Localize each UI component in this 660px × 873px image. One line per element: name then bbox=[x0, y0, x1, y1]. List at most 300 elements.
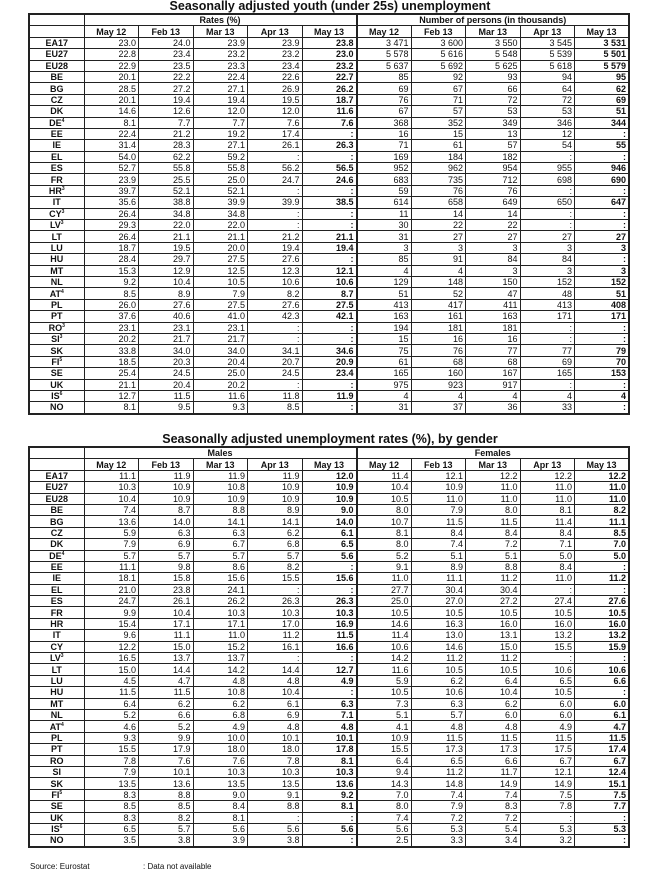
value-cell: 413 bbox=[520, 299, 575, 310]
gender-unemployment-table bbox=[28, 446, 630, 848]
country-label: EL bbox=[50, 151, 63, 162]
value-cell: 69 bbox=[520, 356, 575, 367]
value-cell: 4 bbox=[411, 265, 466, 276]
value-cell: 15.5 bbox=[84, 744, 139, 755]
value-cell: 8.1 bbox=[84, 402, 139, 414]
value-cell: 3 bbox=[466, 242, 521, 253]
country-label: EA17 bbox=[45, 37, 68, 48]
value-cell: 19.4 bbox=[248, 242, 303, 253]
value-cell: 21.1 bbox=[84, 379, 139, 390]
table-row bbox=[29, 482, 629, 493]
table-row bbox=[29, 561, 629, 572]
value-cell: 10.4 bbox=[466, 687, 521, 698]
value-cell: 5 616 bbox=[411, 49, 466, 60]
country-code bbox=[29, 675, 84, 686]
value-cell: 34.0 bbox=[193, 345, 248, 356]
value-cell: 24.1 bbox=[193, 584, 248, 595]
value-cell: 27.2 bbox=[139, 83, 194, 94]
value-cell: 11.0 bbox=[575, 493, 630, 504]
footnote-marker: 3 bbox=[61, 186, 65, 193]
value-cell: : bbox=[302, 220, 357, 231]
value-cell: 5.0 bbox=[520, 550, 575, 561]
value-cell: 5 625 bbox=[466, 60, 521, 71]
value-cell: 69 bbox=[575, 94, 630, 105]
value-cell: 23.9 bbox=[248, 37, 303, 48]
value-cell: 923 bbox=[411, 379, 466, 390]
value-cell: 955 bbox=[520, 163, 575, 174]
country-code bbox=[29, 379, 84, 390]
value-cell: 10.5 bbox=[575, 607, 630, 618]
value-cell: : bbox=[575, 402, 630, 414]
value-cell: 23.0 bbox=[84, 37, 139, 48]
value-cell: 8.2 bbox=[575, 504, 630, 515]
value-cell: 11.5 bbox=[302, 630, 357, 641]
table-row bbox=[29, 49, 629, 60]
value-cell: 4.1 bbox=[357, 721, 412, 732]
country-label: NO bbox=[50, 835, 64, 846]
value-cell: 16 bbox=[411, 333, 466, 344]
country-label: CZ bbox=[50, 94, 63, 105]
corner-cell bbox=[29, 447, 84, 459]
value-cell: 5.7 bbox=[139, 550, 194, 561]
value-cell: 23.1 bbox=[193, 322, 248, 333]
value-cell: 10.3 bbox=[193, 766, 248, 777]
value-cell: 25.5 bbox=[139, 174, 194, 185]
country-code bbox=[29, 493, 84, 504]
value-cell: 68 bbox=[466, 356, 521, 367]
value-cell: 6.2 bbox=[411, 675, 466, 686]
country-code bbox=[29, 687, 84, 698]
value-cell: 13.5 bbox=[193, 778, 248, 789]
value-cell: 14 bbox=[411, 208, 466, 219]
value-cell: : bbox=[302, 812, 357, 823]
value-cell: 26.4 bbox=[84, 208, 139, 219]
footnote-marker: 4 bbox=[61, 117, 65, 124]
value-cell: 13.6 bbox=[139, 778, 194, 789]
value-cell: 3 bbox=[520, 265, 575, 276]
value-cell: 8.7 bbox=[139, 504, 194, 515]
value-cell: 10.1 bbox=[248, 732, 303, 743]
value-cell: : bbox=[302, 208, 357, 219]
value-cell: 15.3 bbox=[84, 265, 139, 276]
value-cell: 129 bbox=[357, 276, 412, 287]
value-cell: 7.8 bbox=[84, 755, 139, 766]
value-cell: 7.0 bbox=[357, 789, 412, 800]
value-cell: : bbox=[575, 128, 630, 139]
country-label: PL bbox=[50, 299, 63, 310]
value-cell: 14.1 bbox=[193, 516, 248, 527]
value-cell: 17.5 bbox=[520, 744, 575, 755]
table-row bbox=[29, 333, 629, 344]
footnote-marker: 5 bbox=[59, 789, 63, 796]
value-cell: 13.2 bbox=[575, 630, 630, 641]
table-row bbox=[29, 220, 629, 231]
country-label: HR bbox=[48, 186, 62, 197]
value-cell: 10.9 bbox=[411, 482, 466, 493]
value-cell: : bbox=[302, 151, 357, 162]
value-cell: 11.9 bbox=[248, 470, 303, 481]
table-row bbox=[29, 675, 629, 686]
value-cell: 48 bbox=[520, 288, 575, 299]
value-cell: 23.9 bbox=[84, 174, 139, 185]
country-label: MT bbox=[50, 265, 64, 276]
value-cell: 16.1 bbox=[248, 641, 303, 652]
value-cell: 6.3 bbox=[193, 527, 248, 538]
value-cell: 26.3 bbox=[302, 140, 357, 151]
value-cell: 85 bbox=[357, 254, 412, 265]
value-cell: 26.3 bbox=[248, 596, 303, 607]
country-label: CY bbox=[49, 208, 62, 219]
value-cell: 27.5 bbox=[302, 299, 357, 310]
value-cell: 11.9 bbox=[139, 470, 194, 481]
value-cell: 9.3 bbox=[84, 732, 139, 743]
value-cell: : bbox=[575, 220, 630, 231]
table-row bbox=[29, 390, 629, 401]
country-label: IT bbox=[52, 630, 61, 641]
table-row bbox=[29, 151, 629, 162]
value-cell: 14.2 bbox=[357, 653, 412, 664]
value-cell: 3.8 bbox=[139, 835, 194, 847]
value-cell: 4.5 bbox=[84, 675, 139, 686]
value-cell: 18.7 bbox=[302, 94, 357, 105]
value-cell: 11.2 bbox=[411, 766, 466, 777]
value-cell: 18.5 bbox=[84, 356, 139, 367]
country-code bbox=[29, 322, 84, 333]
value-cell: 10.9 bbox=[139, 482, 194, 493]
value-cell: 41.0 bbox=[193, 311, 248, 322]
country-label: RO bbox=[48, 322, 63, 333]
value-cell: 6.0 bbox=[520, 698, 575, 709]
country-code bbox=[29, 254, 84, 265]
country-code bbox=[29, 106, 84, 117]
value-cell: 4 bbox=[357, 265, 412, 276]
value-cell: 5.2 bbox=[84, 709, 139, 720]
value-cell: 23.2 bbox=[248, 49, 303, 60]
value-cell: 59 bbox=[357, 185, 412, 196]
value-cell: 31.4 bbox=[84, 140, 139, 151]
group-header: Number of persons (in thousands) bbox=[357, 14, 630, 26]
value-cell: 181 bbox=[466, 322, 521, 333]
value-cell: 5.7 bbox=[139, 823, 194, 834]
value-cell: 408 bbox=[575, 299, 630, 310]
value-cell: : bbox=[248, 322, 303, 333]
value-cell: 5 692 bbox=[411, 60, 466, 71]
value-cell: 26.9 bbox=[248, 83, 303, 94]
value-cell: 95 bbox=[575, 71, 630, 82]
value-cell: 23.1 bbox=[139, 322, 194, 333]
source-note: Source: Eurostat bbox=[30, 862, 90, 871]
value-cell: 8.9 bbox=[248, 504, 303, 515]
value-cell: 38.8 bbox=[139, 197, 194, 208]
value-cell: 77 bbox=[520, 345, 575, 356]
value-cell: 37.6 bbox=[84, 311, 139, 322]
country-code bbox=[29, 174, 84, 185]
group-header-row bbox=[29, 447, 629, 459]
value-cell: 8.5 bbox=[248, 402, 303, 414]
value-cell: 24.5 bbox=[248, 368, 303, 379]
country-code bbox=[29, 265, 84, 276]
value-cell: : bbox=[575, 333, 630, 344]
value-cell: 9.3 bbox=[193, 402, 248, 414]
value-cell: 6.0 bbox=[575, 698, 630, 709]
value-cell: 11.1 bbox=[84, 561, 139, 572]
value-cell: : bbox=[520, 220, 575, 231]
value-cell: : bbox=[520, 812, 575, 823]
value-cell: 13.7 bbox=[139, 653, 194, 664]
value-cell: 7.9 bbox=[411, 801, 466, 812]
country-label: SK bbox=[50, 778, 63, 789]
value-cell: 4.8 bbox=[466, 721, 521, 732]
country-label: IE bbox=[52, 573, 61, 584]
country-code bbox=[29, 368, 84, 379]
value-cell: 8.0 bbox=[357, 801, 412, 812]
country-code bbox=[29, 596, 84, 607]
value-cell: 6.7 bbox=[520, 755, 575, 766]
value-cell: 11.0 bbox=[520, 573, 575, 584]
table-row bbox=[29, 607, 629, 618]
value-cell: 6.5 bbox=[411, 755, 466, 766]
value-cell: 77 bbox=[466, 345, 521, 356]
value-cell: 5 637 bbox=[357, 60, 412, 71]
value-cell: 20.0 bbox=[193, 242, 248, 253]
value-cell: 12.1 bbox=[411, 470, 466, 481]
country-label: HU bbox=[50, 254, 64, 265]
month-header: May 13 bbox=[302, 459, 357, 470]
country-label: DK bbox=[50, 539, 64, 550]
value-cell: 11.5 bbox=[411, 732, 466, 743]
table-row bbox=[29, 94, 629, 105]
value-cell: 7.4 bbox=[411, 539, 466, 550]
value-cell: 12.7 bbox=[302, 664, 357, 675]
value-cell: 10.6 bbox=[520, 664, 575, 675]
value-cell: 8.0 bbox=[357, 504, 412, 515]
footnote-marker: 3 bbox=[60, 220, 64, 227]
value-cell: 12.7 bbox=[84, 390, 139, 401]
value-cell: 13.1 bbox=[466, 630, 521, 641]
country-code bbox=[29, 333, 84, 344]
country-code bbox=[29, 835, 84, 847]
country-code bbox=[29, 504, 84, 515]
month-header-row bbox=[29, 26, 629, 37]
value-cell: 22.8 bbox=[84, 49, 139, 60]
value-cell: 3.5 bbox=[84, 835, 139, 847]
table-row bbox=[29, 653, 629, 664]
value-cell: 16.6 bbox=[302, 641, 357, 652]
country-label: SK bbox=[50, 345, 63, 356]
value-cell: 5.6 bbox=[357, 823, 412, 834]
value-cell: 3 bbox=[575, 242, 630, 253]
country-code bbox=[29, 94, 84, 105]
value-cell: 91 bbox=[411, 254, 466, 265]
value-cell: 946 bbox=[575, 163, 630, 174]
value-cell: 3.3 bbox=[411, 835, 466, 847]
country-code bbox=[29, 163, 84, 174]
table-row bbox=[29, 197, 629, 208]
value-cell: 10.6 bbox=[302, 276, 357, 287]
country-label: FI bbox=[51, 356, 60, 367]
value-cell: 71 bbox=[357, 140, 412, 151]
value-cell: 12 bbox=[520, 128, 575, 139]
value-cell: 27.6 bbox=[248, 299, 303, 310]
country-code bbox=[29, 778, 84, 789]
value-cell: 11.5 bbox=[139, 390, 194, 401]
value-cell: 352 bbox=[411, 117, 466, 128]
value-cell: 19.5 bbox=[139, 242, 194, 253]
country-code bbox=[29, 755, 84, 766]
country-label: EU27 bbox=[45, 482, 68, 493]
month-header: Mar 13 bbox=[193, 459, 248, 470]
value-cell: 7.9 bbox=[84, 766, 139, 777]
value-cell: 15.0 bbox=[466, 641, 521, 652]
value-cell: : bbox=[575, 254, 630, 265]
country-label: PT bbox=[50, 744, 63, 755]
value-cell: 3 531 bbox=[575, 37, 630, 48]
value-cell: 5.4 bbox=[466, 823, 521, 834]
table-row bbox=[29, 140, 629, 151]
value-cell: 6.3 bbox=[139, 527, 194, 538]
country-code bbox=[29, 516, 84, 527]
country-code bbox=[29, 482, 84, 493]
value-cell: 11.1 bbox=[139, 630, 194, 641]
value-cell: : bbox=[302, 402, 357, 414]
value-cell: 18.0 bbox=[193, 744, 248, 755]
value-cell: 8.4 bbox=[193, 801, 248, 812]
value-cell: : bbox=[575, 322, 630, 333]
table-row bbox=[29, 744, 629, 755]
value-cell: 171 bbox=[520, 311, 575, 322]
country-code bbox=[29, 664, 84, 675]
month-header: Feb 13 bbox=[411, 459, 466, 470]
value-cell: 5.6 bbox=[302, 550, 357, 561]
value-cell: 11.8 bbox=[248, 390, 303, 401]
table-row bbox=[29, 185, 629, 196]
value-cell: 8.9 bbox=[139, 288, 194, 299]
value-cell: 23.4 bbox=[139, 49, 194, 60]
value-cell: 16.5 bbox=[84, 653, 139, 664]
value-cell: 66 bbox=[466, 83, 521, 94]
value-cell: 9.2 bbox=[84, 276, 139, 287]
value-cell: 19.4 bbox=[193, 94, 248, 105]
country-code bbox=[29, 231, 84, 242]
country-label: IE bbox=[52, 140, 61, 151]
value-cell: 7.4 bbox=[357, 812, 412, 823]
country-label: PT bbox=[50, 311, 63, 322]
value-cell: 16.3 bbox=[411, 618, 466, 629]
table-row bbox=[29, 163, 629, 174]
value-cell: 7.7 bbox=[139, 117, 194, 128]
value-cell: 76 bbox=[466, 185, 521, 196]
value-cell: 11.6 bbox=[357, 664, 412, 675]
value-cell: 57 bbox=[466, 140, 521, 151]
value-cell: 6.8 bbox=[248, 539, 303, 550]
value-cell: 11.6 bbox=[193, 390, 248, 401]
value-cell: : bbox=[575, 208, 630, 219]
month-header: May 12 bbox=[84, 26, 139, 37]
value-cell: 39.9 bbox=[193, 197, 248, 208]
value-cell: 21.7 bbox=[193, 333, 248, 344]
value-cell: 51 bbox=[575, 106, 630, 117]
value-cell: 21.7 bbox=[139, 333, 194, 344]
value-cell: 11.0 bbox=[520, 493, 575, 504]
table-row bbox=[29, 322, 629, 333]
country-label: LV bbox=[49, 653, 61, 664]
value-cell: 9.0 bbox=[193, 789, 248, 800]
value-cell: 31 bbox=[357, 402, 412, 414]
value-cell: 15.2 bbox=[193, 641, 248, 652]
value-cell: 5 578 bbox=[357, 49, 412, 60]
table-row bbox=[29, 539, 629, 550]
country-label: DE bbox=[49, 117, 62, 128]
value-cell: 8.9 bbox=[411, 561, 466, 572]
value-cell: 10.9 bbox=[302, 493, 357, 504]
value-cell: 5.2 bbox=[139, 721, 194, 732]
value-cell: 344 bbox=[575, 117, 630, 128]
value-cell: 658 bbox=[411, 197, 466, 208]
value-cell: : bbox=[575, 379, 630, 390]
value-cell: 152 bbox=[575, 276, 630, 287]
value-cell: 67 bbox=[357, 106, 412, 117]
footnote-marker: 5 bbox=[59, 356, 63, 363]
value-cell: 4 bbox=[411, 390, 466, 401]
value-cell: 17.4 bbox=[248, 128, 303, 139]
value-cell: 21.1 bbox=[193, 231, 248, 242]
value-cell: 27.5 bbox=[193, 254, 248, 265]
value-cell: 69 bbox=[357, 83, 412, 94]
table-row bbox=[29, 812, 629, 823]
value-cell: 10.5 bbox=[357, 493, 412, 504]
value-cell: 4.6 bbox=[84, 721, 139, 732]
value-cell: 24.7 bbox=[248, 174, 303, 185]
country-code bbox=[29, 721, 84, 732]
value-cell: 10.3 bbox=[302, 607, 357, 618]
value-cell: 27.2 bbox=[466, 596, 521, 607]
value-cell: 954 bbox=[466, 163, 521, 174]
month-header: Feb 13 bbox=[139, 459, 194, 470]
value-cell: 22.9 bbox=[84, 60, 139, 71]
country-label: DE bbox=[49, 550, 62, 561]
value-cell: 6.4 bbox=[466, 675, 521, 686]
value-cell: 5.0 bbox=[575, 550, 630, 561]
gender-table-title: Seasonally adjusted unemployment rates (%), by gender bbox=[162, 432, 498, 446]
value-cell: 5.1 bbox=[357, 709, 412, 720]
value-cell: : bbox=[520, 584, 575, 595]
value-cell: 11.0 bbox=[575, 482, 630, 493]
country-code bbox=[29, 60, 84, 71]
value-cell: 165 bbox=[520, 368, 575, 379]
country-label: EL bbox=[50, 584, 63, 595]
country-label: MT bbox=[50, 698, 64, 709]
value-cell: 26.2 bbox=[193, 596, 248, 607]
value-cell: 11.1 bbox=[411, 573, 466, 584]
value-cell: 3 bbox=[575, 265, 630, 276]
value-cell: 6.3 bbox=[411, 698, 466, 709]
value-cell: 14.6 bbox=[411, 641, 466, 652]
value-cell: 3.9 bbox=[193, 835, 248, 847]
country-label: EU27 bbox=[45, 49, 68, 60]
month-header: Apr 13 bbox=[520, 26, 575, 37]
country-label: EU28 bbox=[45, 493, 68, 504]
value-cell: : bbox=[248, 220, 303, 231]
country-label: NL bbox=[50, 277, 63, 288]
value-cell: 10.4 bbox=[357, 482, 412, 493]
value-cell: 7.9 bbox=[84, 539, 139, 550]
value-cell: 28.5 bbox=[84, 83, 139, 94]
value-cell: 17.1 bbox=[193, 618, 248, 629]
footnote-marker: 3 bbox=[61, 208, 65, 215]
value-cell: 10.3 bbox=[302, 766, 357, 777]
value-cell: 4 bbox=[520, 390, 575, 401]
value-cell: 54.0 bbox=[84, 151, 139, 162]
